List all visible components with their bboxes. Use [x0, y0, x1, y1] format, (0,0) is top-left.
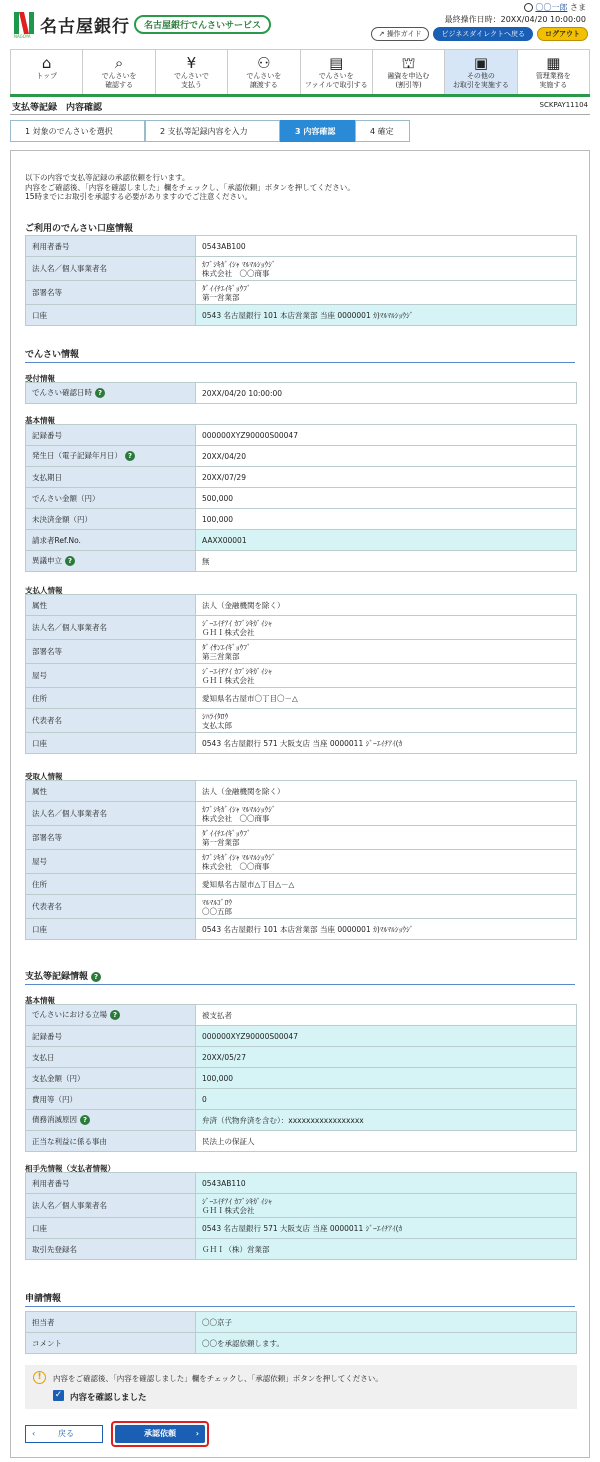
nav-label: でんさいを [246, 72, 282, 80]
back-label: 戻る [58, 1429, 74, 1438]
bank-name: 名古屋銀行 [40, 17, 130, 37]
row-label-text: 法人名／個人事業者名 [32, 1201, 107, 1210]
step-indicator [10, 120, 590, 142]
nav-label: その他の [466, 72, 495, 80]
row-value: 20XX/07/29 [196, 467, 577, 488]
row-label [26, 664, 196, 688]
table-row [26, 509, 577, 530]
row-label [26, 1005, 196, 1026]
row-label-text: 部署名等 [32, 833, 62, 842]
nav-item[interactable] [445, 50, 517, 94]
row-label-text: 記録番号 [32, 1031, 62, 1041]
nav-item[interactable] [228, 50, 300, 94]
row-label-text: 異議申立 [32, 556, 62, 565]
nav-label: 支払う [180, 81, 202, 89]
table-row [26, 236, 577, 257]
table-row [26, 826, 577, 850]
table-row [26, 1131, 577, 1152]
subsection-title-text: 受取人情報 [25, 772, 63, 781]
help-icon[interactable]: ? [80, 1115, 90, 1125]
row-value: 100,000 [196, 509, 577, 530]
row-label-text: 取引先登録名 [32, 1244, 77, 1254]
help-icon[interactable]: ? [125, 451, 135, 461]
row-value: ＧＨＩ（株）営業部 [196, 1239, 577, 1260]
table-row [26, 281, 577, 305]
row-value: ｼﾞｰｴｲﾁｱｲ ｶﾌﾞｼｷｶﾞｲｼｬ ＧＨＩ株式会社 [196, 1194, 577, 1218]
row-label [26, 305, 196, 326]
row-label [26, 530, 196, 551]
row-label-text: 請求者Ref.No. [32, 535, 81, 545]
row-label-text: 屋号 [32, 857, 47, 866]
kv-table [25, 1004, 577, 1152]
help-icon[interactable]: ? [65, 556, 75, 566]
kv-table [25, 780, 577, 940]
row-value: 法人（金融機関を除く） [196, 595, 577, 616]
step-4: 4 確定 [355, 120, 410, 142]
row-label-text: 口座 [32, 738, 47, 748]
row-value: 0543AB110 [196, 1173, 577, 1194]
table-row [26, 383, 577, 404]
nav-label: トップ [36, 72, 58, 80]
row-label-text: 部署名等 [32, 288, 62, 297]
row-label-text: 利用者番号 [32, 1178, 70, 1188]
user-icon [524, 3, 533, 12]
kv-table [25, 1172, 577, 1260]
section-title-account-text: ご利用のでんさい口座情報 [25, 224, 134, 234]
table-row [26, 551, 577, 572]
row-value: 0543 名古屋銀行 101 本店営業部 当座 0000001 ｶ)ﾏﾙﾏﾙｼｮｳｼﾞ [196, 305, 577, 326]
row-value: 無 [196, 551, 577, 572]
table-row [26, 1333, 577, 1354]
row-label-text: 記録番号 [32, 430, 62, 440]
row-label [26, 874, 196, 895]
external-icon: ↗ [378, 30, 387, 38]
row-label [26, 1333, 196, 1354]
bank-logo-icon [14, 12, 34, 34]
row-value: 0 [196, 1089, 577, 1110]
nav-label: 管理業務を [535, 72, 571, 80]
table-row [26, 616, 577, 640]
row-label [26, 595, 196, 616]
nav-item[interactable] [83, 50, 155, 94]
nav-icon: ¥ [186, 54, 197, 72]
table-row [26, 1239, 577, 1260]
section-title-shiharai-text: 支払等記録情報 [25, 972, 89, 982]
table-row [26, 802, 577, 826]
table-row [26, 1218, 577, 1239]
row-label [26, 281, 196, 305]
nav-icon: ▦ [546, 54, 561, 72]
row-value: 20XX/04/20 [196, 446, 577, 467]
intro-line: 内容をご確認後、「内容を確認しました」欄をチェックし、「承認依頼」ボタンを押してください。 [25, 182, 355, 192]
row-label-text: 債務消滅原因 [32, 1115, 77, 1124]
nav-label: (割引等) [395, 81, 422, 89]
step-3: 3 内容確認 [280, 120, 355, 142]
row-value: 被支払者 [196, 1005, 577, 1026]
table-row [26, 919, 577, 940]
header-buttons [371, 27, 588, 41]
row-value: 20XX/05/27 [196, 1047, 577, 1068]
row-label [26, 1239, 196, 1260]
table-row [26, 467, 577, 488]
row-value: ｶﾌﾞｼｷｶﾞｲｼｬ ﾏﾙﾏﾙｼｮｳｼﾞ 株式会社 〇〇商事 [196, 850, 577, 874]
row-label [26, 733, 196, 754]
nav-icon: ▤ [329, 54, 344, 72]
confirm-checkbox[interactable]: ✓ [54, 1390, 63, 1400]
table-row [26, 1068, 577, 1089]
apply-label: 承認依頼 [144, 1429, 176, 1438]
table-row [26, 446, 577, 467]
user-info [524, 2, 586, 13]
row-label-text: 代表者名 [32, 716, 62, 725]
table-row [26, 850, 577, 874]
row-label-text: 部署名等 [32, 647, 62, 656]
row-value: 000000XYZ90000S00047 [196, 425, 577, 446]
row-label [26, 1047, 196, 1068]
row-label [26, 709, 196, 733]
row-label [26, 236, 196, 257]
intro-line: 15時までにお取引を承認する必要がありますのでご注意ください。 [25, 192, 253, 201]
row-value: 0543AB100 [196, 236, 577, 257]
kv-table [25, 1311, 577, 1354]
guide-label: 操作ガイド [386, 30, 422, 38]
subsection-title-text: 基本情報 [25, 996, 55, 1005]
row-value: 000000XYZ90000S00047 [196, 1026, 577, 1047]
confirm-checkbox-label[interactable]: 内容を確認しました [70, 1393, 147, 1403]
table-row [26, 709, 577, 733]
row-value: 〇〇を承認依頼します。 [196, 1333, 577, 1354]
table-row [26, 305, 577, 326]
row-value: ｶﾌﾞｼｷｶﾞｲｼｬ ﾏﾙﾏﾙｼｮｳｼﾞ 株式会社 〇〇商事 [196, 257, 577, 281]
row-value: 100,000 [196, 1068, 577, 1089]
row-value: 20XX/04/20 10:00:00 [196, 383, 577, 404]
row-label-text: 住所 [32, 879, 47, 889]
row-label [26, 850, 196, 874]
warning-icon: ! [33, 1371, 46, 1384]
row-value: ﾀﾞｲｲﾁｴｲｷﾞｮｳﾌﾞ 第一営業部 [196, 281, 577, 305]
row-value: ｼﾞｰｴｲﾁｱｲ ｶﾌﾞｼｷｶﾞｲｼｬ ＧＨＩ株式会社 [196, 664, 577, 688]
nav-icon: ▣ [473, 54, 489, 72]
row-label [26, 1089, 196, 1110]
table-row [26, 488, 577, 509]
row-value: ﾏﾙﾏﾙｺﾞﾛｳ 〇〇五郎 [196, 895, 577, 919]
table-row [26, 781, 577, 802]
row-label [26, 257, 196, 281]
table-row [26, 1173, 577, 1194]
row-label-text: でんさい金額（円） [32, 493, 100, 503]
row-value: 愛知県名古屋市△丁目△－△ [196, 874, 577, 895]
nav-label: 実施する [539, 81, 568, 89]
nav-icon: ⌂ [41, 54, 52, 72]
row-value: ｼﾞｰｴｲﾁｱｲ ｶﾌﾞｼｷｶﾞｲｼｬ ＧＨＩ株式会社 [196, 616, 577, 640]
row-label-text: 住所 [32, 693, 47, 703]
row-value: 0543 名古屋銀行 571 大阪支店 当座 0000011 ｼﾞｰｴｲﾁｱｲ(ｶ [196, 1218, 577, 1239]
nav-item[interactable] [156, 50, 228, 94]
page-title-bar [10, 97, 590, 115]
page-title: 支払等記録 内容確認 [12, 103, 103, 113]
nav-label: お取引を実施する [452, 81, 509, 89]
nav-label: でんさいを [101, 72, 137, 80]
row-label [26, 919, 196, 940]
bank-name-en: NAGOYA [14, 34, 31, 39]
user-suffix: さま [570, 3, 586, 12]
table-row [26, 733, 577, 754]
logout-button[interactable]: ログアウト [537, 27, 588, 41]
row-label-text: 属性 [32, 786, 47, 796]
row-value: ﾀﾞｲｻﾝｴｲｷﾞｮｳﾌﾞ 第三営業部 [196, 640, 577, 664]
business-direct-button[interactable]: ビジネスダイレクトへ戻る [433, 27, 533, 41]
row-label-text: 未決済金額（円） [32, 514, 92, 524]
step-2: 2 支払等記録内容を入力 [145, 120, 280, 142]
nav-label: 融資を申込む [387, 72, 430, 80]
row-label-text: コメント [32, 1338, 62, 1348]
nav-icon: ⌕ [114, 54, 124, 72]
table-row [26, 425, 577, 446]
row-value: ｶﾌﾞｼｷｶﾞｲｼｬ ﾏﾙﾏﾙｼｮｳｼﾞ 株式会社 〇〇商事 [196, 802, 577, 826]
nav-item[interactable] [373, 50, 445, 94]
row-label [26, 1312, 196, 1333]
table-row [26, 1026, 577, 1047]
row-label-text: 費用等（円） [32, 1094, 77, 1104]
row-label [26, 446, 196, 467]
table-row [26, 1005, 577, 1026]
row-label-text: 口座 [32, 924, 47, 934]
row-label-text: 支払期日 [32, 472, 62, 482]
approval-request-button[interactable] [115, 1425, 205, 1443]
row-label [26, 509, 196, 530]
confirm-message: 内容をご確認後、「内容を確認しました」欄をチェックし、「承認依頼」ボタンを押してください。 [53, 1374, 383, 1383]
subsection-title-text: 支払人情報 [25, 586, 63, 595]
row-label-text: 支払日 [32, 1052, 55, 1062]
table-row [26, 1047, 577, 1068]
row-label-text: 法人名／個人事業者名 [32, 809, 107, 818]
row-label-text: 利用者番号 [32, 241, 70, 251]
nav-label: ファイルで取引する [304, 81, 368, 89]
section-title-shinsei-text: 申請情報 [25, 1294, 62, 1304]
table-row [26, 895, 577, 919]
row-label-text: 屋号 [32, 671, 47, 680]
table-row [26, 1089, 577, 1110]
row-label-text: 口座 [32, 310, 47, 320]
row-value: ﾀﾞｲｲﾁｴｲｷﾞｮｳﾌﾞ 第一営業部 [196, 826, 577, 850]
nav-icon: ⚇ [257, 54, 271, 72]
nav-item[interactable] [10, 50, 83, 94]
section-title-shinsei [25, 1291, 575, 1307]
row-label-text: 正当な利益に係る事由 [32, 1136, 107, 1146]
header [0, 0, 600, 46]
nav-item[interactable] [301, 50, 373, 94]
row-label-text: 支払金額（円） [32, 1073, 85, 1083]
kv-table [25, 594, 577, 754]
row-label-text: でんさい確認日時 [32, 388, 92, 397]
row-label-text: 法人名／個人事業者名 [32, 264, 107, 273]
apply-button-highlight [111, 1421, 209, 1447]
table-row [26, 1312, 577, 1333]
table-row [26, 640, 577, 664]
content-panel [10, 150, 590, 1458]
row-label [26, 425, 196, 446]
back-button[interactable] [25, 1425, 103, 1443]
chevron-right-icon: › [195, 1429, 199, 1438]
subsection-title-text: 相手先情報（支払者情報） [25, 1164, 115, 1173]
row-label [26, 688, 196, 709]
kv-table [25, 424, 577, 572]
table-row [26, 874, 577, 895]
service-name: 名古屋銀行でんさいサービス [134, 15, 271, 34]
row-label [26, 802, 196, 826]
row-label [26, 640, 196, 664]
row-value: 0543 名古屋銀行 101 本店営業部 当座 0000001 ｶ)ﾏﾙﾏﾙｼｮｳｼﾞ [196, 919, 577, 940]
section-title-densai-text: でんさい情報 [25, 350, 80, 360]
row-label-text: でんさいにおける立場 [32, 1010, 107, 1019]
row-label [26, 781, 196, 802]
row-value: 法人（金融機関を除く） [196, 781, 577, 802]
last-operation-time: 最終操作日時：20XX/04/20 10:00:00 [444, 15, 586, 24]
row-label-text: 法人名／個人事業者名 [32, 623, 107, 632]
table-row [26, 664, 577, 688]
row-label-text: 発生日（電子記録年月日） [32, 451, 122, 460]
help-icon[interactable]: ? [110, 1010, 120, 1020]
nav-icon: ⛫ [401, 54, 416, 72]
nav-label: でんさいを [318, 72, 354, 80]
subsection-title-text: 受付情報 [25, 374, 55, 383]
row-value: 〇〇京子 [196, 1312, 577, 1333]
screen-code: SCKPAY11104 [539, 101, 588, 109]
nav-label: 確認する [105, 81, 134, 89]
row-label [26, 1173, 196, 1194]
user-name-link[interactable]: 〇〇一郎 [535, 3, 568, 12]
row-label [26, 1131, 196, 1152]
nav-item[interactable] [518, 50, 590, 94]
row-label [26, 1194, 196, 1218]
table-row [26, 688, 577, 709]
section-title-densai [25, 347, 575, 363]
confirm-box [25, 1365, 577, 1409]
row-value: 500,000 [196, 488, 577, 509]
step-1: 1 対象のでんさいを選択 [10, 120, 145, 142]
kv-table [25, 235, 577, 326]
chevron-left-icon: ‹ [32, 1429, 36, 1438]
row-value: 弁済（代物弁済を含む）：xxxxxxxxxxxxxxxxx [196, 1110, 577, 1131]
subsection-title-text: 基本情報 [25, 416, 55, 425]
row-value: ｼﾊﾗｲﾀﾛｳ 支払太郎 [196, 709, 577, 733]
row-label-text: 口座 [32, 1223, 47, 1233]
nav-label: 譲渡する [249, 81, 278, 89]
row-label [26, 1218, 196, 1239]
table-row [26, 1194, 577, 1218]
table-row [26, 595, 577, 616]
guide-button[interactable] [371, 27, 430, 41]
row-label-text: 担当者 [32, 1317, 55, 1327]
row-label [26, 895, 196, 919]
row-value: 民法上の保証人 [196, 1131, 577, 1152]
row-value: AAXX00001 [196, 530, 577, 551]
help-icon[interactable]: ? [91, 972, 101, 982]
row-label-text: 代表者名 [32, 902, 62, 911]
intro-line: 以下の内容で支払等記録の承認依頼を行います。 [25, 173, 190, 182]
row-label [26, 1068, 196, 1089]
table-row [26, 257, 577, 281]
row-label [26, 1026, 196, 1047]
row-label [26, 826, 196, 850]
row-label [26, 1110, 196, 1131]
row-label [26, 383, 196, 404]
row-value: 0543 名古屋銀行 571 大阪支店 当座 0000011 ｼﾞｰｴｲﾁｱｲ(ｶ [196, 733, 577, 754]
section-title-shiharai [25, 969, 575, 985]
intro-text [25, 173, 355, 202]
row-label [26, 551, 196, 572]
table-row [26, 530, 577, 551]
table-row [26, 1110, 577, 1131]
row-label [26, 488, 196, 509]
row-value: 愛知県名古屋市〇丁目〇－△ [196, 688, 577, 709]
row-label-text: 属性 [32, 600, 47, 610]
row-label [26, 616, 196, 640]
global-nav [10, 49, 590, 97]
row-label [26, 467, 196, 488]
help-icon[interactable]: ? [95, 388, 105, 398]
nav-label: でんさいで [173, 72, 209, 80]
kv-table [25, 382, 577, 404]
